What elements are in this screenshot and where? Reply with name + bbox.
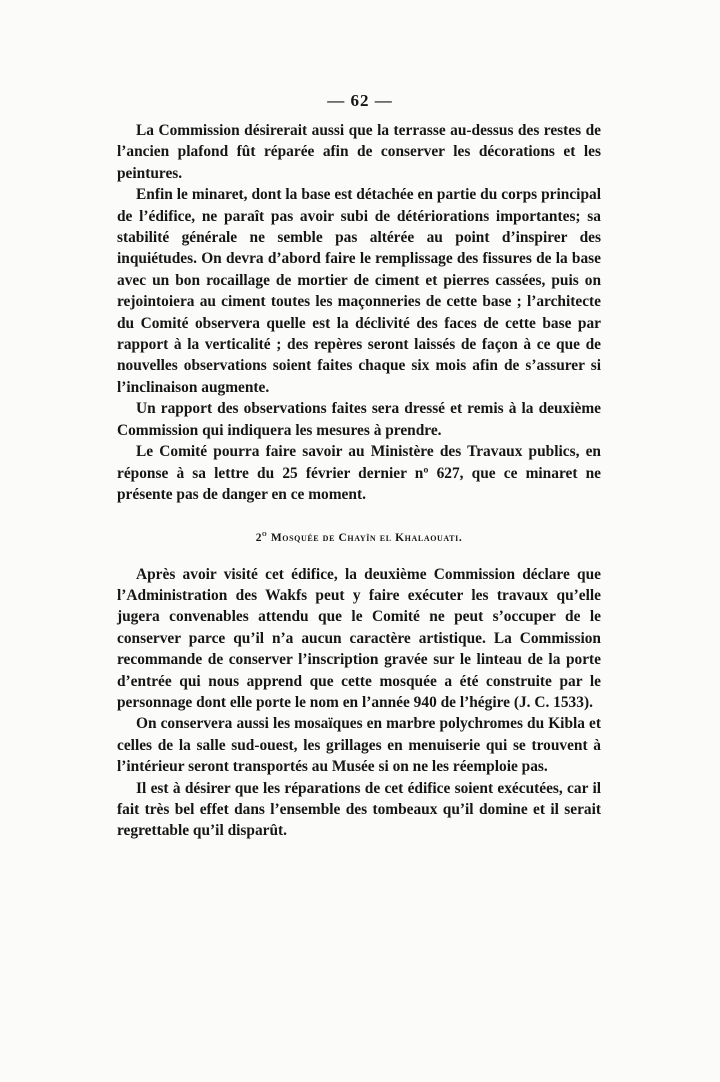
- paragraph: Un rapport des observations faites sera dressé et remis à la deuxième Commission qui indiquera les mesures à prendre.: [117, 400, 601, 439]
- text-block: [117, 120, 601, 842]
- section-heading-ordinal: o: [262, 529, 268, 539]
- section-heading-title: Mosquée de Chayîn el Khalaouati.: [270, 532, 463, 545]
- paragraph: Enfin le minaret, dont la base est détachée en partie du corps principal de l’édifice, ne paraît pas avoir subi de détériorations importantes; sa stabilité générale ne semble pas altérée au point d’inspirer des inquiétudes. On devra d’abord faire le remplissage des fissures de la base avec un bon rocaillage de mortier de ciment et pierres cassées, puis on rejointoiera au ciment toutes les maçonneries de cette base ; l’architecte du Comité observera quelle est la déclivité des faces de cette base par rapport à la verticalité ; des repères seront laissés de façon à ce que de nouvelles observations soient faites chaque six mois afin de s’assurer si l’inclinaison augmente.: [117, 186, 601, 396]
- page-number: — 62 —: [327, 91, 393, 110]
- section-heading-number: 2: [255, 532, 263, 545]
- paragraph: La Commission désirerait aussi que la terrasse au-dessus des restes de l’ancien plafond fût réparée afin de conserver les décorations et les peintures.: [117, 122, 601, 182]
- paragraph: Après avoir visité cet édifice, la deuxième Commission déclare que l’Administration des Wakfs peut y faire exécuter les travaux qu’elle jugera convenables attendu que le Comité ne peut s’occuper de le conserver parce qu’il n’a aucun caractère artistique. La Commission recommande de conserver l’inscription gravée sur le linteau de la porte d’entrée qui nous apprend que cette mosquée a été construite par le personnage dont elle porte le nom en l’année 940 de l’hégire (J. C. 1533).: [117, 565, 601, 711]
- section-body: [117, 564, 601, 842]
- paragraph: On conservera aussi les mosaïques en marbre polychromes du Kibla et celles de la salle sud-ouest, les grillages en menuiserie qui se trouvent à l’intérieur seront transportés au Musée si on ne les réemploie pas.: [117, 715, 601, 776]
- paragraph: Le Comité pourra faire savoir au Ministère des Travaux publics, en réponse à sa lettre du 25 février dernier nº 627, que ce minaret ne présente pas de danger en ce moment.: [117, 443, 601, 503]
- paragraph: Il est à désirer que les réparations de cet édifice soient exécutées, car il fait très bel effet dans l’ensemble des tombeaux qu’il domine et il serait regrettable qu’il disparût.: [117, 779, 601, 840]
- section-heading: [117, 523, 601, 549]
